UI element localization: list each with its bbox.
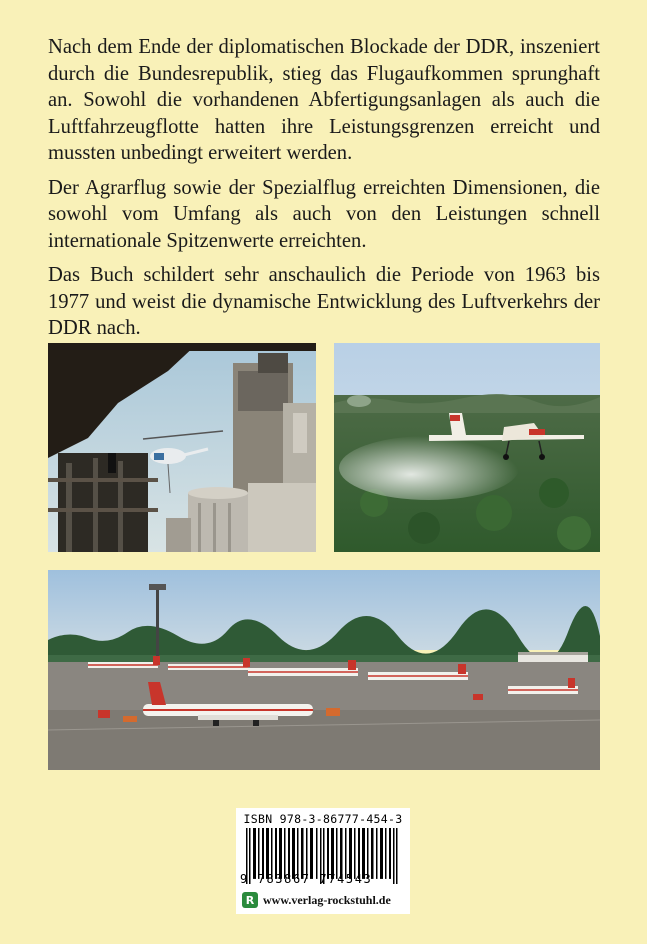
paragraph-3: Das Buch schildert sehr anschaulich die Periode von 1963 bis 1977 und weist die dynamische Entwicklung des Luftverkehrs der DDR nach. (48, 264, 600, 339)
back-cover-text (48, 34, 600, 350)
paragraph-1: Nach dem Ende der diplomatischen Blockade der DDR, inszeniert durch die Bundesrepublik, stieg das Flugaufkommen sprunghaft an. Sowohl die vorhandenen Abfertigungsanlagen als auch die Luftfahrzeugflotte hatten ihre Leistungsgrenzen erreicht und mussten unbedingt erweitert werden. (48, 36, 600, 164)
photo-helicopter-silo (48, 343, 316, 552)
publisher-url: www.verlag-rockstuhl.de (263, 892, 391, 907)
photo-crop-duster (334, 343, 600, 552)
paragraph-2: Der Agrarflug sowie der Spezialflug erreichten Dimensionen, die sowohl vom Umfang als auch von den Leistungen schnell internationale Spitzenwerte erreichten. (48, 176, 600, 252)
isbn-barcode-box (236, 808, 410, 914)
barcode-digits: 9 783867 774543 (240, 872, 373, 886)
isbn-label: ISBN 978-3-86777-454-3 (243, 812, 403, 826)
publisher-logo-icon: R (242, 892, 258, 908)
publisher-line (242, 891, 408, 909)
photo-airport-apron (48, 570, 600, 770)
